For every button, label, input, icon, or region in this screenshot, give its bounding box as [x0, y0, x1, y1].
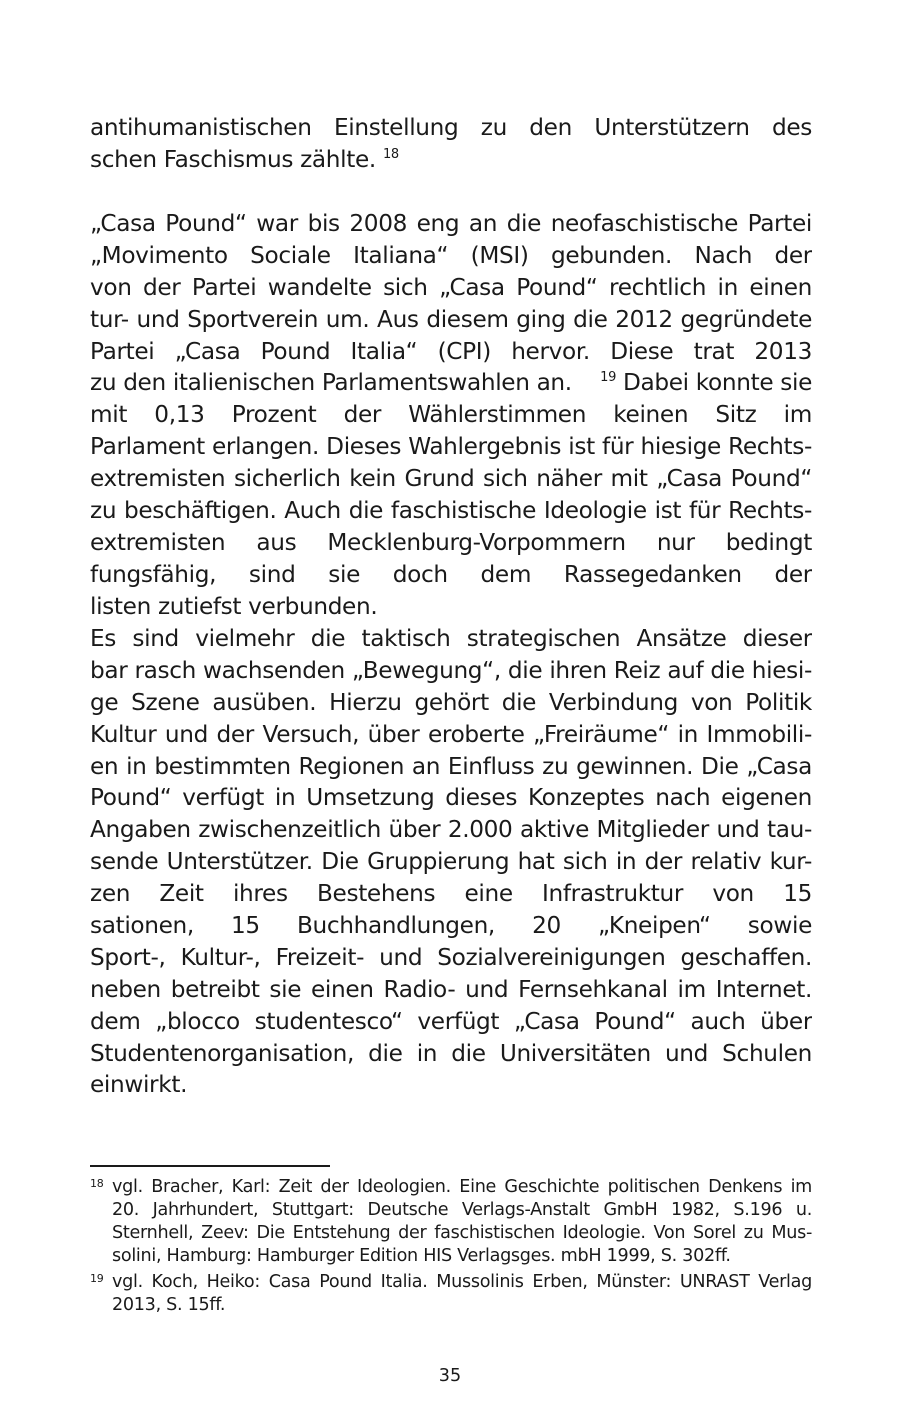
footnote-number: 19: [90, 1272, 104, 1285]
footnote-19: [90, 1271, 812, 1317]
text-line: zu beschäftigen. Auch die faschistische Ideologie ist für Rechts-: [90, 497, 812, 525]
text-line: zen Zeit ihres Bestehens eine Infrastruktur von 15: [90, 880, 812, 908]
footnote-line: Sternhell, Zeev: Die Entstehung der faschistischen Ideologie. Von Sorel zu Mus-: [112, 1223, 812, 1243]
page-number: 35: [438, 1366, 462, 1386]
text-line: en in bestimmten Regionen an Einfluss zu gewinnen. Die „Casa: [90, 752, 812, 780]
footnote-line: solini, Hamburg: Hamburger Edition HIS Verlagsges. mbH 1999, S. 302ff.: [112, 1246, 731, 1266]
text-line: von der Partei wandelte sich „Casa Pound“ rechtlich in einen: [90, 273, 812, 301]
text-line: neben betreibt sie einen Radio- und Fernsehkanal im Internet.: [90, 975, 812, 1003]
paragraph-1: [90, 112, 812, 176]
text-span: zu den italienischen Parlamentswahlen an.: [90, 369, 572, 397]
text-span: [600, 367, 812, 399]
text-line: Studentenorganisation, die in die Universitäten und Schulen: [90, 1039, 812, 1067]
text-line: einwirkt.: [90, 1071, 188, 1099]
footnote-ref-18: 18: [382, 146, 399, 162]
text-line: fungsfähig, sind sie doch dem Rassegedanken der: [90, 560, 812, 588]
footnote-line: vgl. Bracher, Karl: Zeit der Ideologien. Eine Geschichte politischen Denkens im: [112, 1177, 812, 1197]
text-line: [90, 144, 812, 176]
footnotes: [90, 1176, 812, 1320]
footnote-ref-19: 19: [600, 370, 617, 386]
text-line: sationen, 15 Buchhandlungen, 20 „Kneipen“ sowie: [90, 912, 812, 940]
text-line: „Movimento Sociale Italiana“ (MSI) gebunden. Nach der: [90, 241, 812, 269]
footnote-separator: [90, 1165, 330, 1167]
text-line: tur- und Sportverein um. Aus diesem ging die 2012 gegründete: [90, 305, 812, 333]
text-span: schen Faschismus zählte.: [90, 145, 383, 173]
text-line: sende Unterstützer. Die Gruppierung hat sich in der relativ kur-: [90, 848, 812, 876]
text-line: „Casa Pound“ war bis 2008 eng an die neofaschistische Partei: [90, 210, 812, 237]
paragraph-3: [90, 623, 812, 1101]
footnote-18: [90, 1176, 812, 1268]
text-line: [90, 367, 812, 399]
text-line: Angaben zwischenzeitlich über 2.000 aktive Mitglieder und tau-: [90, 816, 812, 844]
text-line: Kultur und der Versuch, über eroberte „Freiräume“ in Immobili-: [90, 720, 812, 748]
text-line: antihumanistischen Einstellung zu den Unterstützern des: [90, 114, 812, 141]
footnote-line: 2013, S. 15ff.: [112, 1295, 226, 1315]
text-line: mit 0,13 Prozent der Wählerstimmen keinen Sitz im: [90, 401, 812, 429]
text-line: Es sind vielmehr die taktisch strategischen Ansätze dieser: [90, 625, 812, 652]
text-span: Dabei konnte sie: [616, 369, 812, 397]
text-line: Sport-, Kultur-, Freizeit- und Sozialvereinigungen geschaffen.: [90, 943, 812, 971]
text-line: ge Szene ausüben. Hierzu gehört die Verbindung von Politik: [90, 688, 812, 716]
text-line: extremisten sicherlich kein Grund sich näher mit „Casa Pound“: [90, 465, 812, 493]
text-line: bar rasch wachsenden „Bewegung“, die ihren Reiz auf die hiesi-: [90, 656, 812, 684]
footnote-line: vgl. Koch, Heiko: Casa Pound Italia. Mussolinis Erben, Münster: UNRAST Verlag: [112, 1272, 812, 1292]
text-line: dem „blocco studentesco“ verfügt „Casa Pound“ auch über: [90, 1007, 812, 1035]
paragraph-2: [90, 208, 812, 623]
footnote-number: 18: [90, 1177, 104, 1190]
footnote-line: 20. Jahrhundert, Stuttgart: Deutsche Verlags-Anstalt GmbH 1982, S.196 u.: [112, 1200, 812, 1220]
text-line: Partei „Casa Pound Italia“ (CPI) hervor. Diese trat 2013: [90, 337, 812, 365]
text-line: Parlament erlangen. Dieses Wahlergebnis ist für hiesige Rechts-: [90, 433, 812, 461]
text-line: extremisten aus Mecklenburg-Vorpommern nur bedingt: [90, 528, 812, 556]
text-line: listen zutiefst verbunden.: [90, 592, 378, 620]
text-line: Pound“ verfügt in Umsetzung dieses Konzeptes nach eigenen: [90, 784, 812, 812]
